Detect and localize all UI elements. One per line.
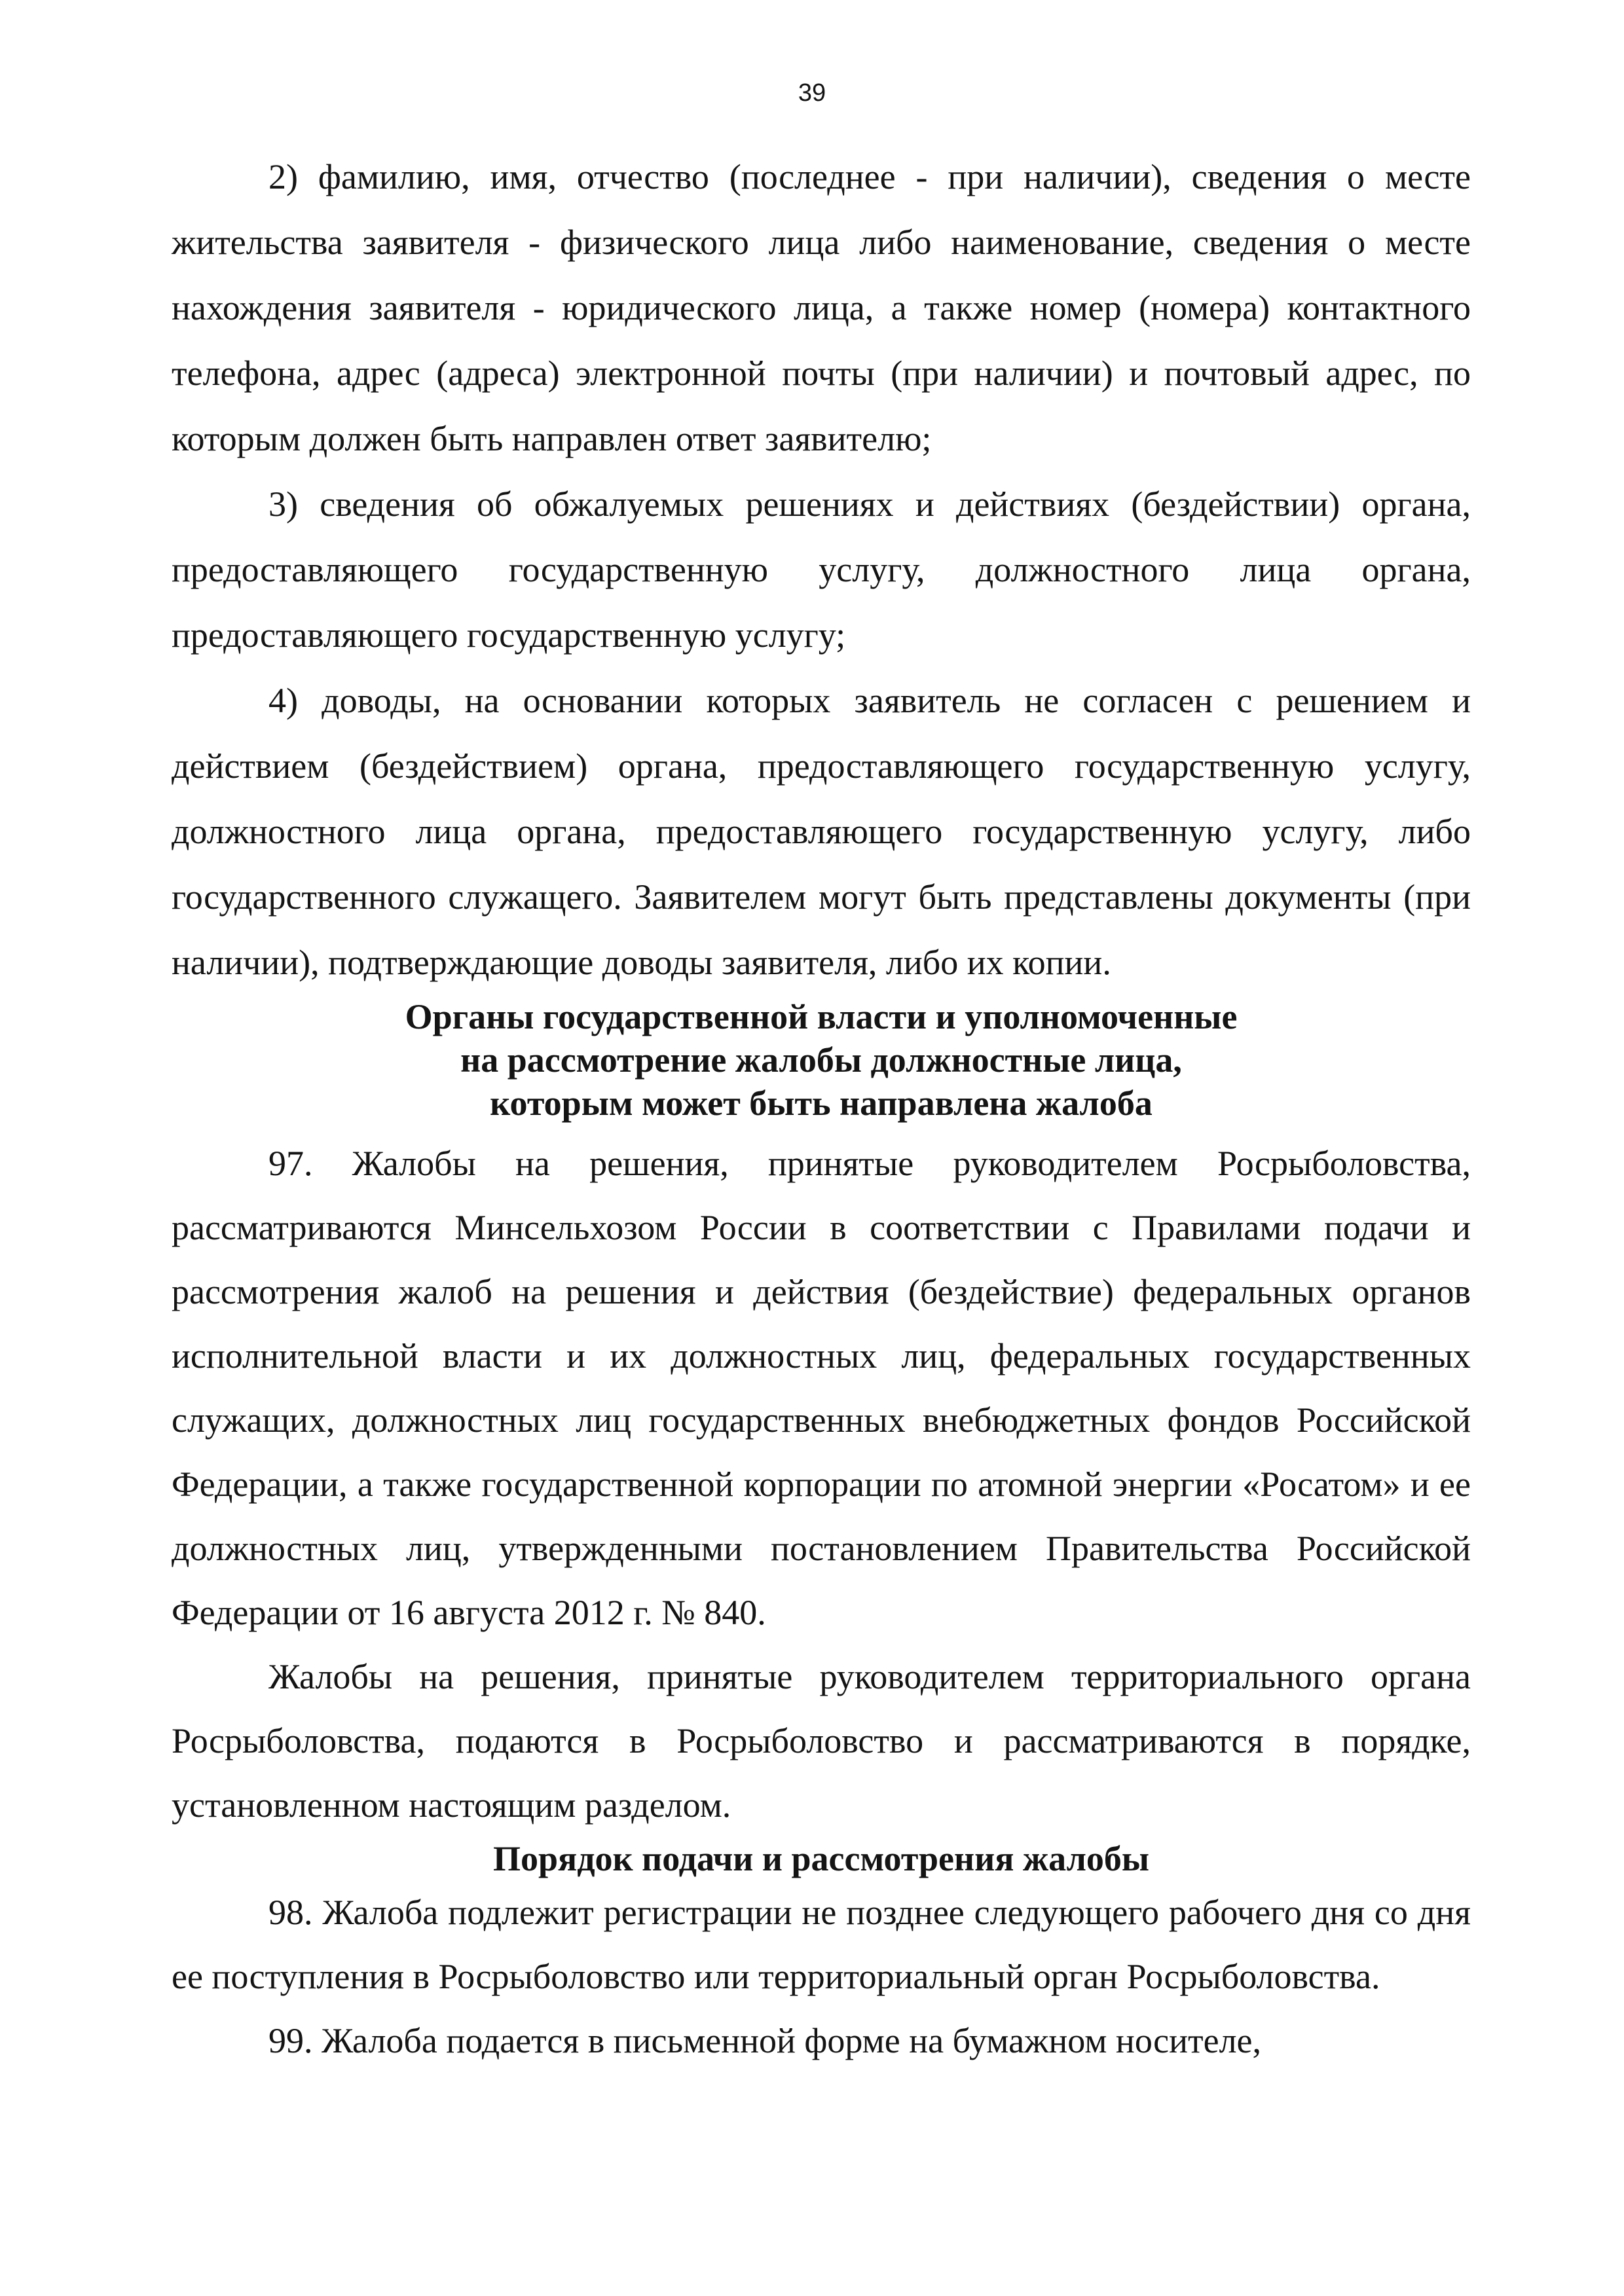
page-number: 39 (798, 79, 826, 107)
heading-line-2: на рассмотрение жалобы должностные лица, (460, 1040, 1182, 1080)
list-item-3: 3) сведения об обжалуемых решениях и действиях (бездействии) органа, предоставляющего государственную услугу, должностного лица органа, предоставляющего государственную услугу; (172, 484, 1471, 655)
heading-line-1: Органы государственной власти и уполномоченные (405, 997, 1238, 1036)
list-item-2: 2) фамилию, имя, отчество (последнее - при наличии), сведения о месте жительства заявителя - физического лица либо наименование, сведения о месте нахождения заявителя - юридического лица, а также номер (номера) контактного телефона, адрес (адреса) электронной почты (при наличии) и почтовый адрес, по которым должен быть направлен ответ заявителю; (172, 157, 1471, 458)
section-heading-authorities (172, 995, 1471, 1125)
procedure-section-body (172, 1880, 1471, 2073)
paragraph-98: 98. Жалоба подлежит регистрации не позднее следующего рабочего дня со дня ее поступления в Росрыболовство или территориальный орган Росрыболовства. (172, 1893, 1471, 1996)
list-item-4: 4) доводы, на основании которых заявитель не согласен с решением и действием (бездействием) органа, предоставляющего государственную услугу, должностного лица органа, предоставляющего государственную услугу, либо государственного служащего. Заявителем могут быть представлены документы (при наличии), подтверждающие доводы заявителя, либо их копии. (172, 681, 1471, 982)
paragraph-97: 97. Жалобы на решения, принятые руководителем Росрыболовства, рассматриваются Минсельхозом России в соответствии с Правилами подачи и рассмотрения жалоб на решения и действия (бездействие) федеральных органов исполнительной власти и их должностных лиц, федеральных государственных служащих, должностных лиц государственных внебюджетных фондов Российской Федерации, а также государственной корпорации по атомной энергии «Росатом» и ее должностных лиц, утвержденными постановлением Правительства Российской Федерации от 16 августа 2012 г. № 840. (172, 1144, 1471, 1632)
document-body (172, 144, 1471, 2073)
heading-line-3: которым может быть направлена жалоба (490, 1084, 1153, 1123)
paragraph-99: 99. Жалоба подается в письменной форме на бумажном носителе, (268, 2021, 1262, 2060)
section-heading-procedure: Порядок подачи и рассмотрения жалобы (492, 1839, 1150, 1878)
authorities-section-body (172, 1131, 1471, 1837)
paragraph-97-continued: Жалобы на решения, принятые руководителем территориального органа Росрыболовства, подаются в Росрыболовство и рассматриваются в порядке, установленном настоящим разделом. (172, 1657, 1471, 1825)
complaint-contents-list (172, 144, 1471, 995)
